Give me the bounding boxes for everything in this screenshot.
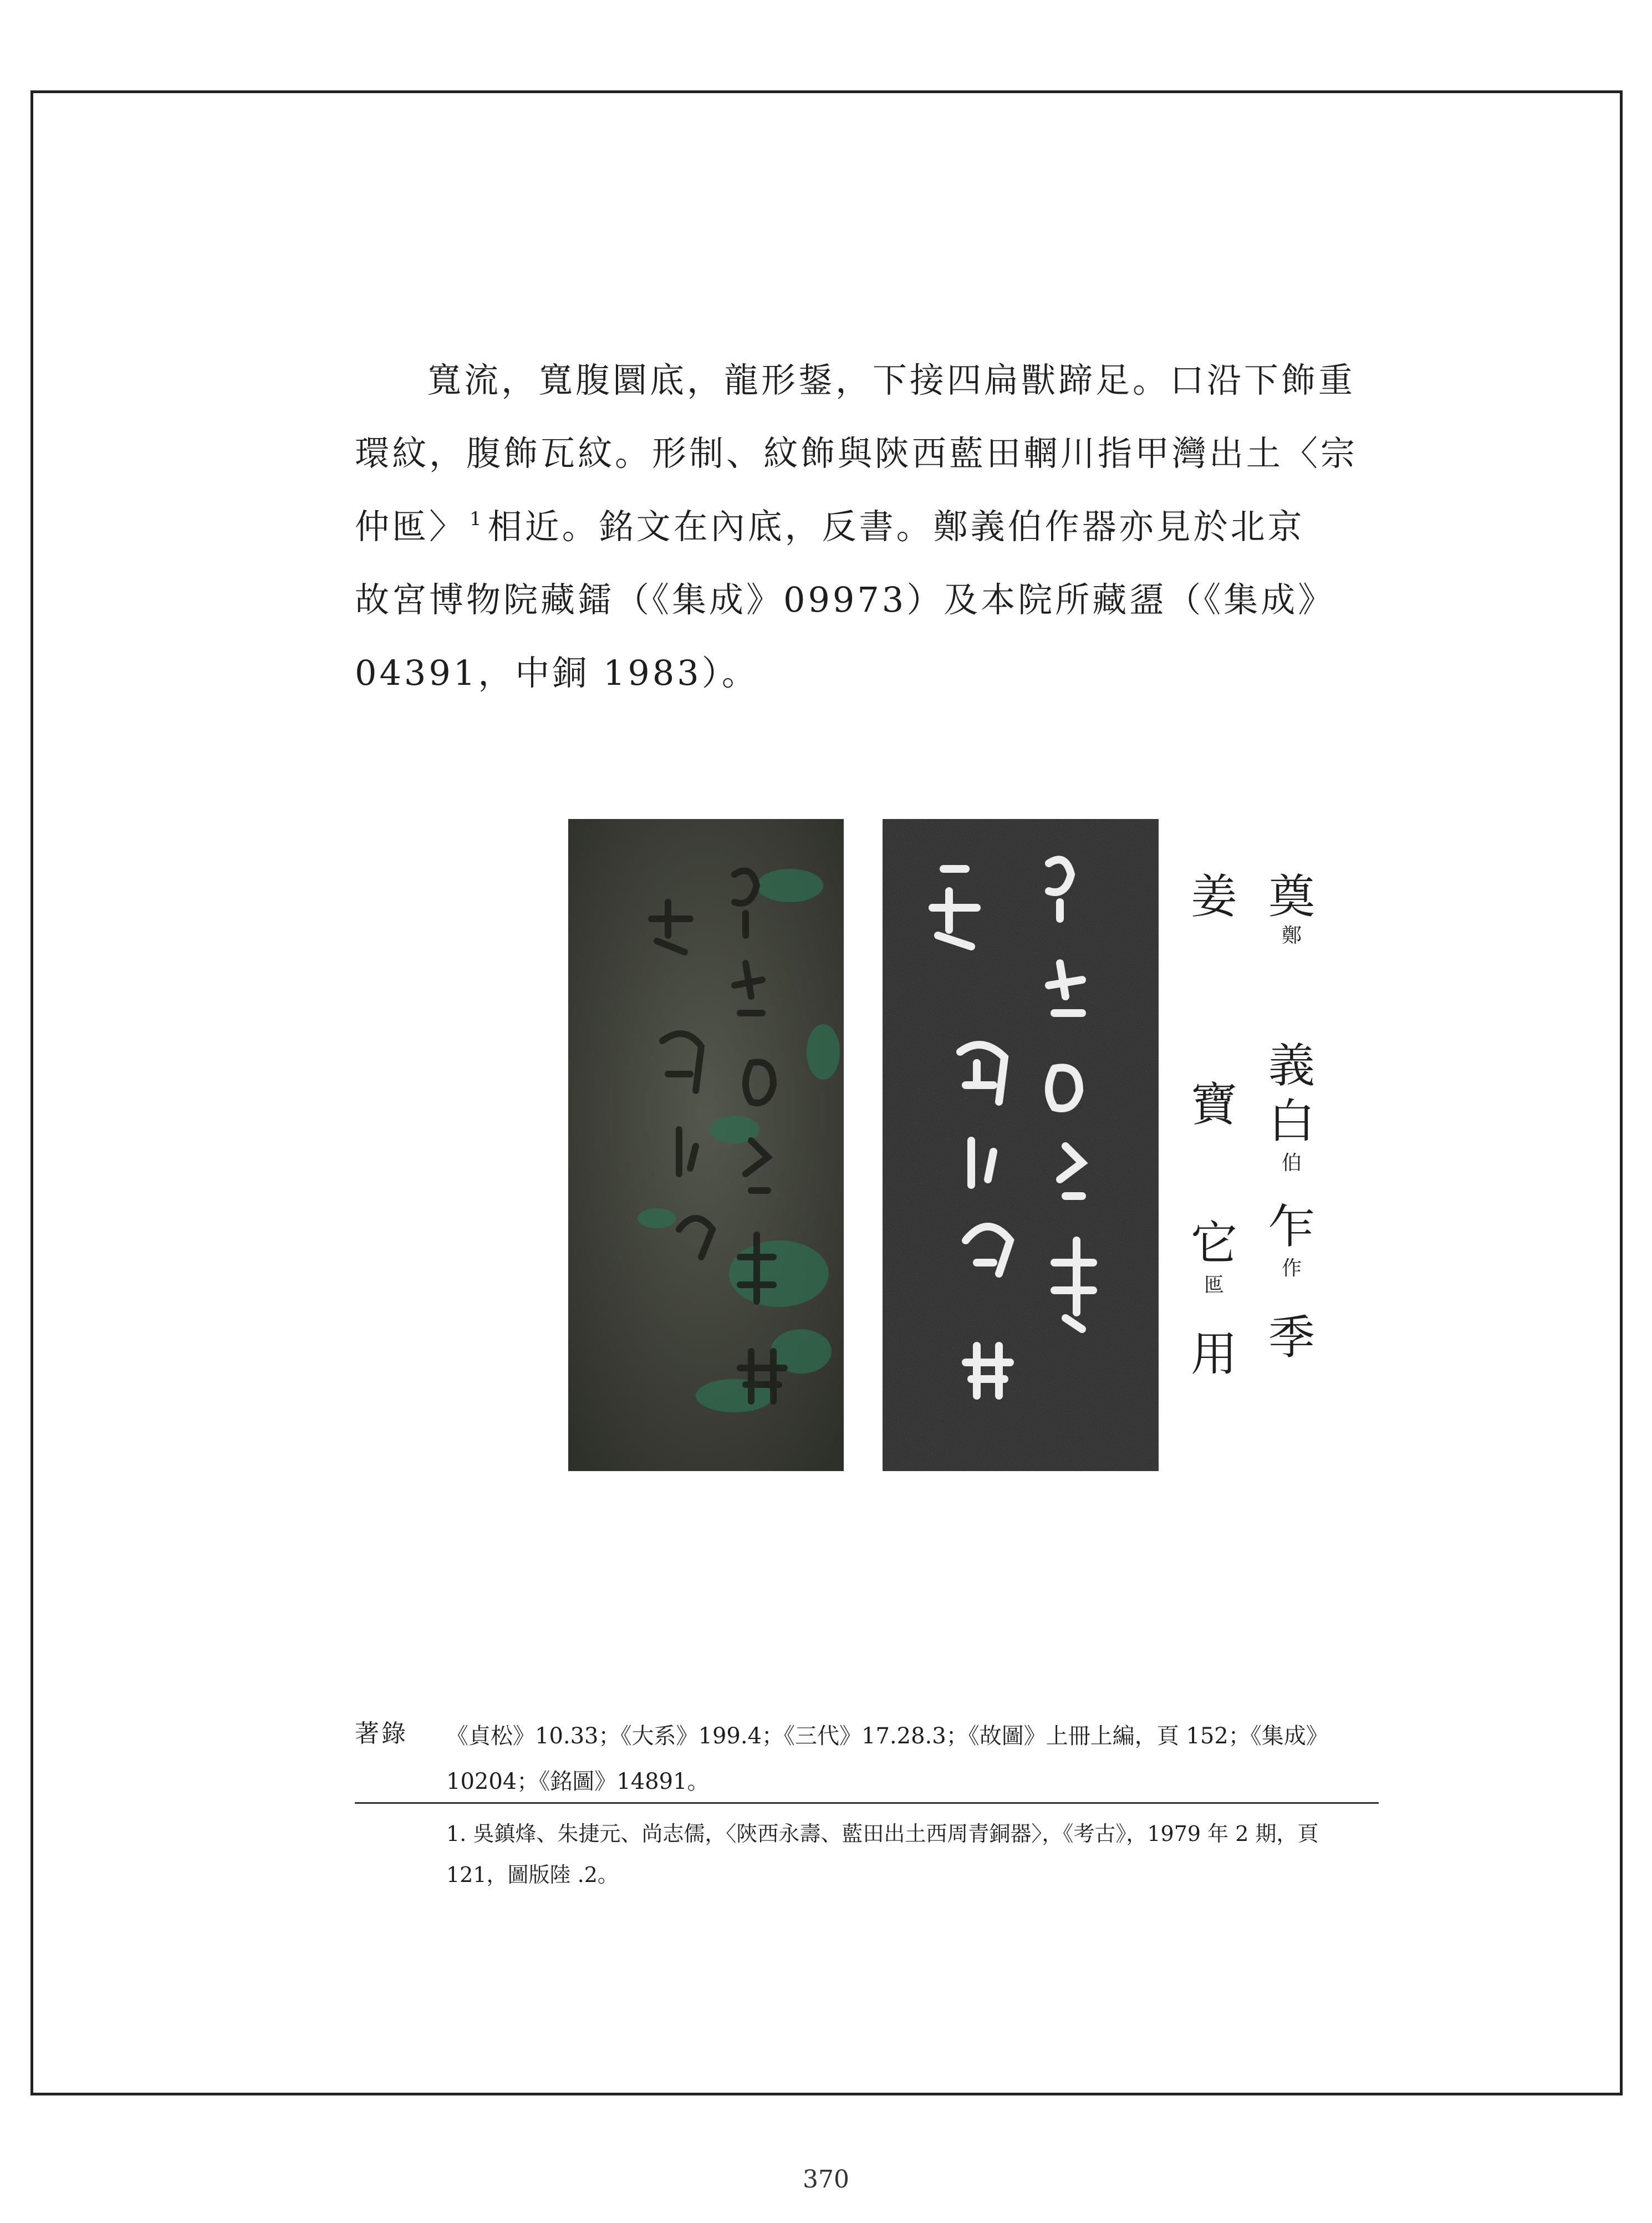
translit-char: 白 [1268,1094,1315,1148]
footnote [446,1813,1378,1895]
translit-gloss: 作 [1281,1257,1302,1280]
inscription-rubbing-image [883,819,1159,1471]
body-line-2: 環紋，腹飾瓦紋。形制、紋飾與陝西藍田輞川指甲灣出土〈宗 [355,433,1358,474]
translit-char: 奠 [1268,869,1315,924]
inscription-photo-image [568,819,844,1471]
translit-gloss: 鄭 [1281,924,1302,947]
translit-char: 寶 [1190,1077,1237,1132]
footnote-reference[interactable]: 1 [470,508,485,530]
body-line-1: 寬流，寬腹圜底，龍形鋬，下接四扁獸蹄足。口沿下飾重 [427,360,1356,400]
footnote-divider [355,1802,1379,1804]
translit-gloss: 伯 [1281,1152,1302,1174]
page-number: 370 [803,2165,849,2194]
footnote-line-2: 121，圖版陸 .2。 [446,1863,619,1887]
inscription-rubbing [883,819,1159,1471]
catalog-line-1: 《貞松》10.33；《大系》199.4；《三代》17.28.3；《故圖》上冊上編，頁 152；《集成》 [446,1723,1328,1749]
translit-char: 它 [1190,1216,1237,1270]
body-line-3b: 相近。銘文在內底，反書。鄭義伯作器亦見於北京 [487,506,1305,547]
body-line-3a: 仲匜〉 [355,506,467,547]
translit-char: 季 [1268,1310,1315,1365]
translit-char: 姜 [1190,869,1237,924]
inscription-photo [568,819,844,1471]
translit-char: 義 [1268,1039,1315,1093]
catalog-label: 著錄 [355,1720,408,1748]
body-line-4: 故宮博物院藏鐳（《集成》09973）及本院所藏盨（《集成》 [355,579,1335,620]
body-paragraph [355,344,1375,710]
translit-char: 乍 [1268,1199,1315,1254]
body-line-5: 04391，中銅 1983）。 [355,653,759,693]
translit-char: 用 [1190,1327,1237,1381]
translit-gloss: 匜 [1204,1274,1224,1296]
footnote-line-1: 1. 吳鎮烽、朱捷元、尚志儒，〈陝西永壽、藍田出土西周青銅器〉，《考古》，1979 年 2 期，頁 [446,1822,1319,1846]
catalog-line-2: 10204；《銘圖》14891。 [446,1769,710,1794]
catalog-text [446,1713,1378,1804]
